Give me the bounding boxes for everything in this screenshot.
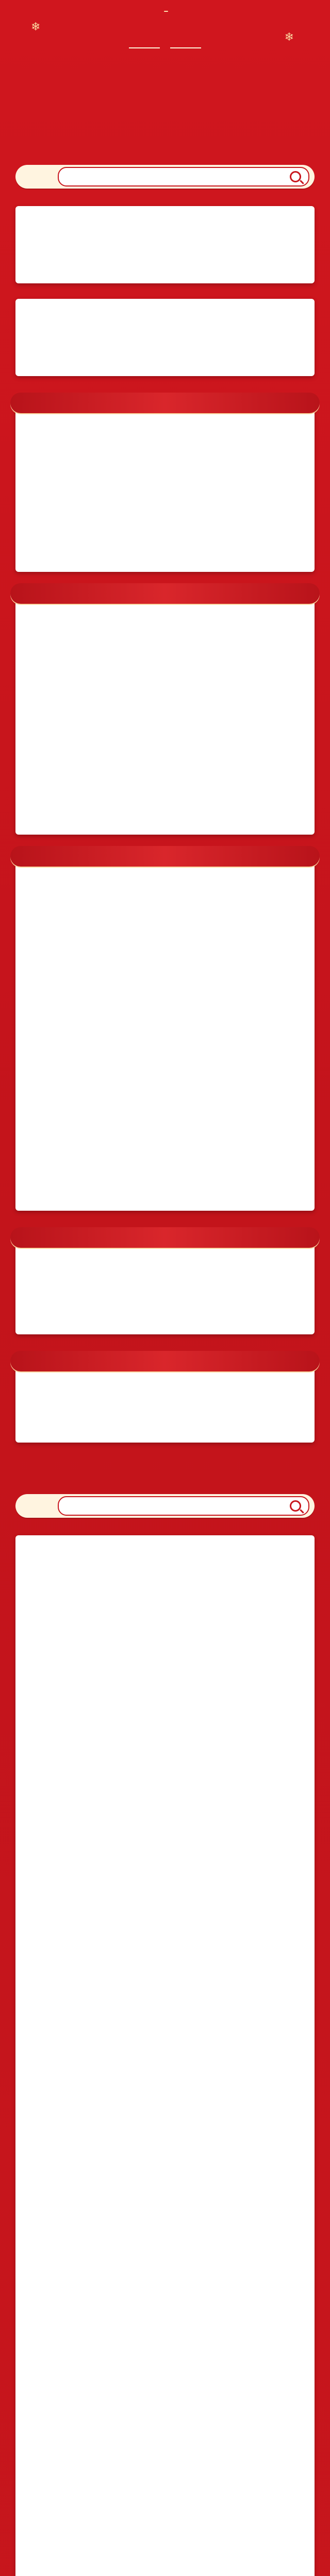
section-2-bar: [15, 1494, 315, 1518]
block-2-card: [15, 592, 315, 835]
block-5-card: [15, 1360, 315, 1443]
kicker: [0, 40, 330, 55]
snowflake-icon: ❄: [284, 31, 294, 44]
search-icon: [290, 1500, 301, 1512]
breakthrough-card: [15, 299, 315, 376]
section-title: [58, 167, 309, 187]
block-4-card: [15, 1236, 315, 1334]
section-title: [58, 1496, 309, 1516]
block-1-card: [15, 402, 315, 572]
block-4-ribbon: [10, 1227, 320, 1248]
block-1-ribbon: [10, 393, 320, 413]
header: [0, 0, 330, 170]
plans-card: [15, 1535, 315, 2576]
block-2-ribbon: [10, 583, 320, 604]
block-3-card: [15, 855, 315, 1211]
section-1-bar: [15, 165, 315, 189]
block-3-ribbon: [10, 846, 320, 867]
block-5-ribbon: [10, 1351, 320, 1371]
snowflake-icon: ❄: [31, 21, 41, 33]
summary-card: [15, 206, 315, 283]
search-icon: [290, 171, 301, 182]
logo: [162, 4, 168, 18]
